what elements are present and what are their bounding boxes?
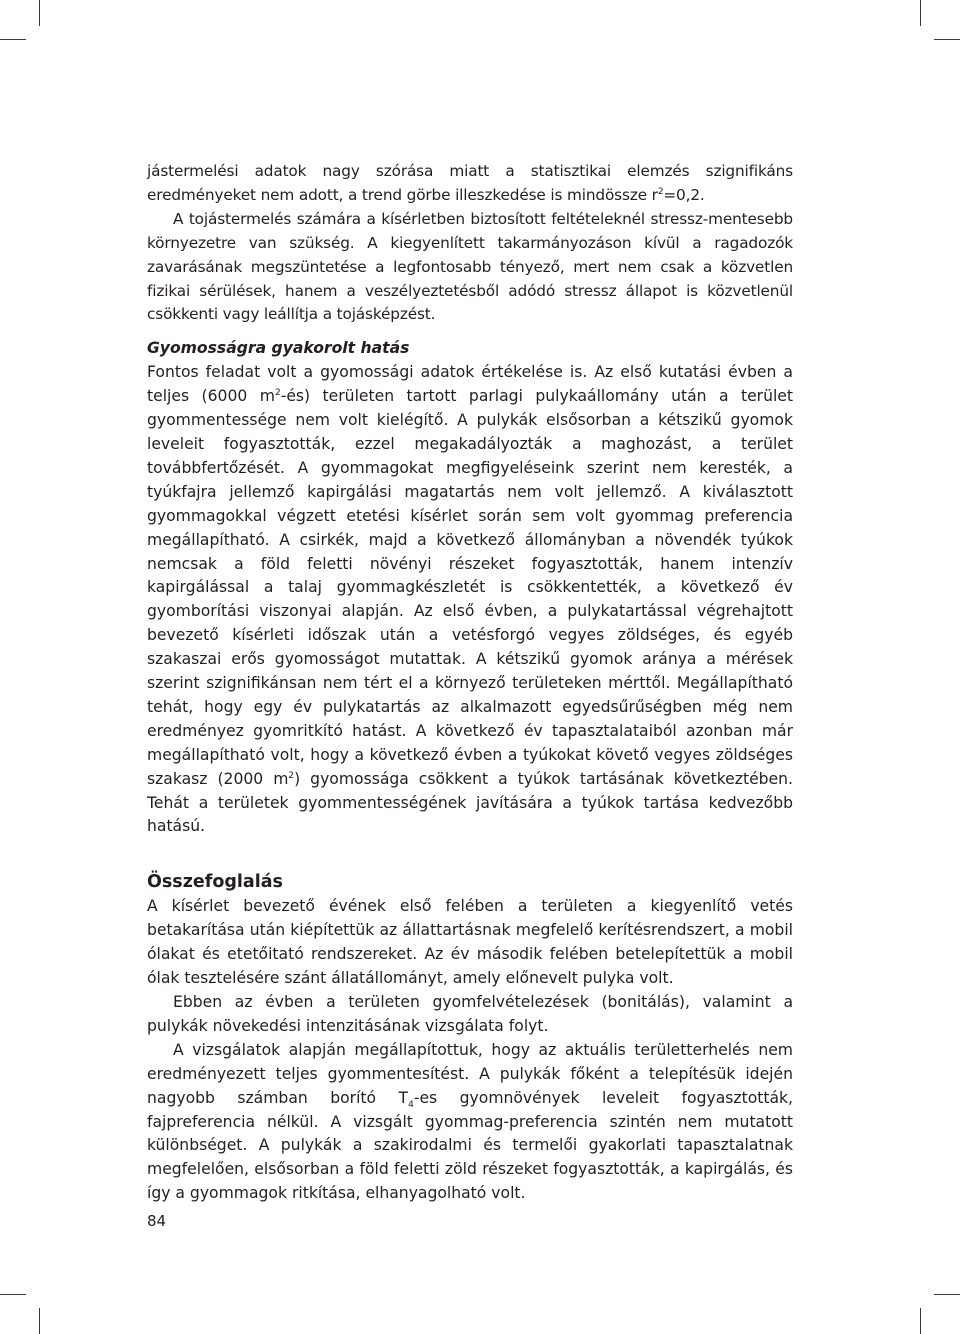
paragraph-continuation bbox=[147, 160, 793, 208]
paragraph-continuation-tail: =0,2. bbox=[663, 185, 705, 204]
crop-mark-left-bottom bbox=[0, 1294, 26, 1295]
subheading-weed-effect: Gyomosságra gyakorolt hatás bbox=[147, 339, 410, 358]
superscript-m2-first: 2 bbox=[274, 388, 281, 399]
crop-mark-left-top bbox=[0, 39, 26, 40]
paragraph-summary-survey: Ebben az évben a területen gyomfelvételezések (bonitálás), valamint a pulykák növekedési intenzitásának vizsgálata folyt. bbox=[147, 993, 793, 1035]
superscript-r-squared: 2 bbox=[657, 186, 664, 197]
crop-mark-bottom-right bbox=[920, 1308, 921, 1334]
paragraph-stress-free: A tojástermelés számára a kísérletben biztosított feltételeknél stressz-mentesebb környezetre van szükség. A kiegyenlített takarmányozáson kívül a ragadozók zavarásának megszüntetése a legfontosabb tényező, mert nem csak a közvetlen fizikai sérülések, hanem a veszélyeztetésből adódó stressz állapot is közvetlenül csökkenti vagy leállítja a tojásképzést. bbox=[147, 209, 793, 324]
page-number: 84 bbox=[147, 1212, 167, 1230]
paragraph-findings-text-2: -es gyomnövények leveleit fogyasztották, fajpreferencia nélkül. A vizsgált gyommag-preferencia szintén nem mutatott különbséget. A pulykák a szakirodalmi és termelői gyakorlati tapasztalatnak megfelelően, elsősorban a föld feletti zöld részeket fogyasztották, a kapirgálás, és így a gyommagok ritkítása, elhanyagolható volt. bbox=[147, 1088, 794, 1203]
crop-mark-top-right bbox=[920, 0, 921, 26]
paragraph-summary-intro: A kísérlet bevezető évének első felében a területen a kiegyenlítő vetés betakarítása után kiépítettük az állattartásnak megfelelő kerítésrendszert, a mobil ólakat és etetőitató rendszereket. Az év második felében betelepítettük a mobil ólak tesztelésére szánt állatállományt, amely előnevelt pulyka volt. bbox=[147, 897, 793, 988]
paragraph-weed-evaluation bbox=[147, 361, 793, 839]
subscript-t4: 4 bbox=[408, 1099, 414, 1110]
paragraph-continuation-text: jástermelési adatok nagy szórása miatt a statisztikai elemzés szignifikáns eredményeket nem adott, a trend görbe illeszkedése is mindössze r bbox=[147, 162, 793, 204]
section-title-summary: Összefoglalás bbox=[147, 872, 283, 893]
crop-mark-right-bottom bbox=[934, 1294, 960, 1295]
paragraph-weed-text-2: -és) területen tartott parlagi pulykaállomány után a terület gyommentessége nem volt kielégítő. A pulykák elsősorban a kétszikű gyomok leveleit fogyasztották, ezzel megakadályozták a maghozást, a terület továbbfertőzését. A gyommagokat megfigyeléseink szerint nem keresték, a tyúkfajra jellemző kapirgálási magatartás nem volt jellemző. A kiválasztott gyommagokkal végzett etetési kísérlet során sem volt gyommag preferencia megállapítható. A csirkék, majd a következő állományban a növendék tyúkok nemcsak a föld feletti növényi részeket fogyasztották, hanem intenzív kapirgálással a talaj gyommagkészletét is csökkentették, a következő év gyomborítási viszonyai alapján. Az első évben, a pulykatartással végrehajtott bevezető kísérleti időszak után a vetésforgó vegyes zöldséges, és egyéb szakaszai erős gyomosságot mutattak. A kétszikű gyomok aránya a mérések szerint szignifikánsan nem tért el a környező területeken mérttől. Megállapítható tehát, hogy egy év pulykatartás az alkalmazott egyedsűrűségben még nem eredményez gyomritkító hatást. A következő év tapasztalataiból azonban már megállapítható volt, hogy a következő évben a tyúkokat követő vegyes zöldséges szakasz (2000 m bbox=[147, 387, 794, 788]
crop-mark-top-left bbox=[39, 0, 40, 26]
paragraph-weed-text-1: Fontos feladat volt a gyomossági adatok értékelése is. Az első kutatási évben a teljes (6000 m bbox=[147, 363, 793, 406]
page-body bbox=[147, 160, 793, 1206]
paragraph-summary-findings bbox=[147, 1039, 793, 1206]
paragraph-findings-text-1: A vizsgálatok alapján megállapítottuk, hogy az aktuális területterhelés nem eredményezett teljes gyommentesítést. A pulykák főként a telepítésük idején nagyobb számban borító T bbox=[147, 1040, 793, 1107]
crop-mark-right-top bbox=[934, 39, 960, 40]
paragraph-weed-text-3: ) gyomossága csökkent a tyúkok tartásának következtében. Tehát a területek gyommentességének javítására a tyúkok tartása kedvezőbb hatású. bbox=[147, 769, 793, 836]
superscript-m2-second: 2 bbox=[288, 770, 295, 781]
crop-mark-bottom-left bbox=[39, 1308, 40, 1334]
